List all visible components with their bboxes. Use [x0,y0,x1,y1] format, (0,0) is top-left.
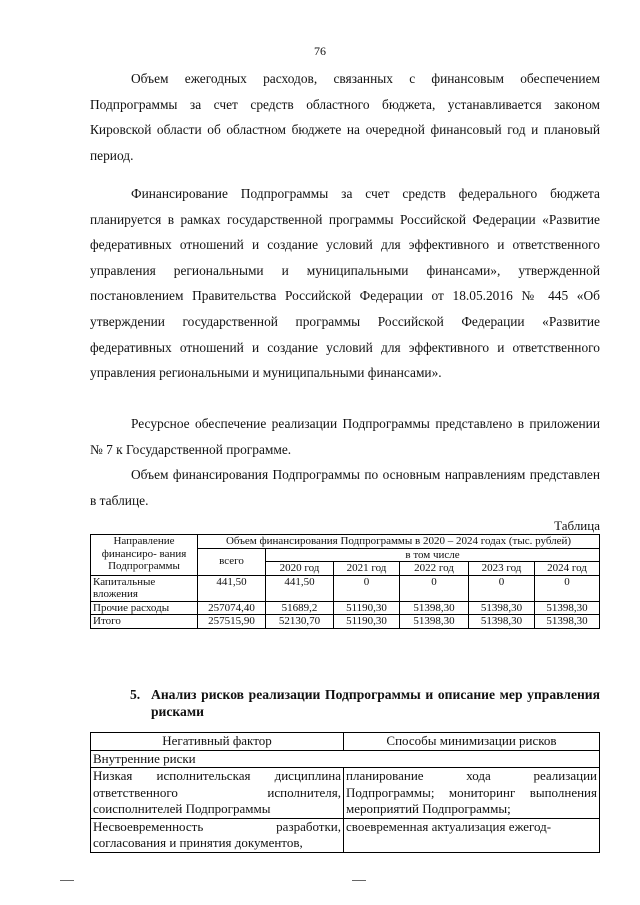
risk-factor: Низкая исполнительская дисциплина ответственного исполнителя, соисполнителей Подпрограммы [91,768,344,819]
cell-value: 51398,30 [535,601,600,615]
scan-marks [60,880,380,886]
paragraph-resource-support: Ресурсное обеспечение реализации Подпрограммы представлено в приложении № 7 к Государственной программе. [90,416,600,457]
cell-value: 51398,30 [400,601,469,615]
financing-table-header-row [91,535,600,549]
cell-value: 51398,30 [469,601,535,615]
cell-value: 257074,40 [198,601,266,615]
header-total: всего [198,548,266,575]
section-number: 5. [130,687,141,702]
cell-value: 0 [469,575,535,601]
table-caption: Таблица [554,518,600,533]
row-label: Капитальные вложения [91,575,198,601]
risk-table [90,732,600,853]
header-year: 2023 год [469,562,535,576]
risk-group-label: Внутренние риски [91,750,600,768]
cell-value: 0 [400,575,469,601]
row-label: Итого [91,615,198,629]
cell-value: 51190,30 [334,615,400,629]
cell-value: 51398,30 [535,615,600,629]
financing-table [90,534,600,629]
table-row [91,601,600,615]
scan-mark [352,880,366,881]
row-label: Прочие расходы [91,601,198,615]
section-heading [130,686,600,720]
cell-value: 51190,30 [334,601,400,615]
cell-value: 51398,30 [469,615,535,629]
header-direction: Направление финансиро- вания Подпрограммы [91,535,198,576]
risk-table-header-row [91,733,600,751]
header-including: в том числе [266,548,600,562]
cell-value: 0 [535,575,600,601]
risk-methods: своевременная актуализация ежегод- [344,818,600,852]
page-number: 76 [314,44,326,58]
cell-value: 52130,70 [266,615,334,629]
risk-factor: Несвоевременность разработки, согласования и принятия документов, [91,818,344,852]
cell-value: 441,50 [266,575,334,601]
header-volume: Объем финансирования Подпрограммы в 2020 – 2024 годах (тыс. рублей) [198,535,600,549]
table-row [91,615,600,629]
cell-value: 441,50 [198,575,266,601]
paragraph-financing-volume: Объем финансирования Подпрограммы по основным направлениям представлен в таблице. [90,467,600,508]
table-row [91,575,600,601]
cell-value: 51398,30 [400,615,469,629]
risk-group-row [91,750,600,768]
section-title: Анализ рисков реализации Подпрограммы и описание мер управления рисками [151,687,600,719]
header-year: 2024 год [535,562,600,576]
scan-mark [60,880,74,881]
cell-value: 0 [334,575,400,601]
header-year: 2020 год [266,562,334,576]
paragraph-annual-expenses: Объем ежегодных расходов, связанных с финансовым обеспечением Подпрограммы за счет средств областного бюджета, устанавливается законом Кировской области об областном бюджете на очередной финансовый год и плановый период. [90,71,600,163]
header-year: 2022 год [400,562,469,576]
header-minimization-methods: Способы минимизации рисков [344,733,600,751]
cell-value: 257515,90 [198,615,266,629]
header-negative-factor: Негативный фактор [91,733,344,751]
risk-methods: планирование хода реализации Подпрограммы; мониторинг выполнения мероприятий Подпрограммы; [344,768,600,819]
table-row [91,818,600,852]
cell-value: 51689,2 [266,601,334,615]
header-year: 2021 год [334,562,400,576]
table-row [91,768,600,819]
paragraph-federal-financing: Финансирование Подпрограммы за счет средств федерального бюджета планируется в рамках государственной программы Российской Федерации «Развитие федеративных отношений и создание условий для эффективного и ответственного управления региональными и муниципальными финансами», утвержденной постановлением Правительства Российской Федерации от 18.05.2016 № 445 «Об утверждении государственной программы Российской Федерации «Развитие федеративных отношений и создание условий для эффективного и ответственного управления региональными и муниципальными финансами». [90,186,600,381]
